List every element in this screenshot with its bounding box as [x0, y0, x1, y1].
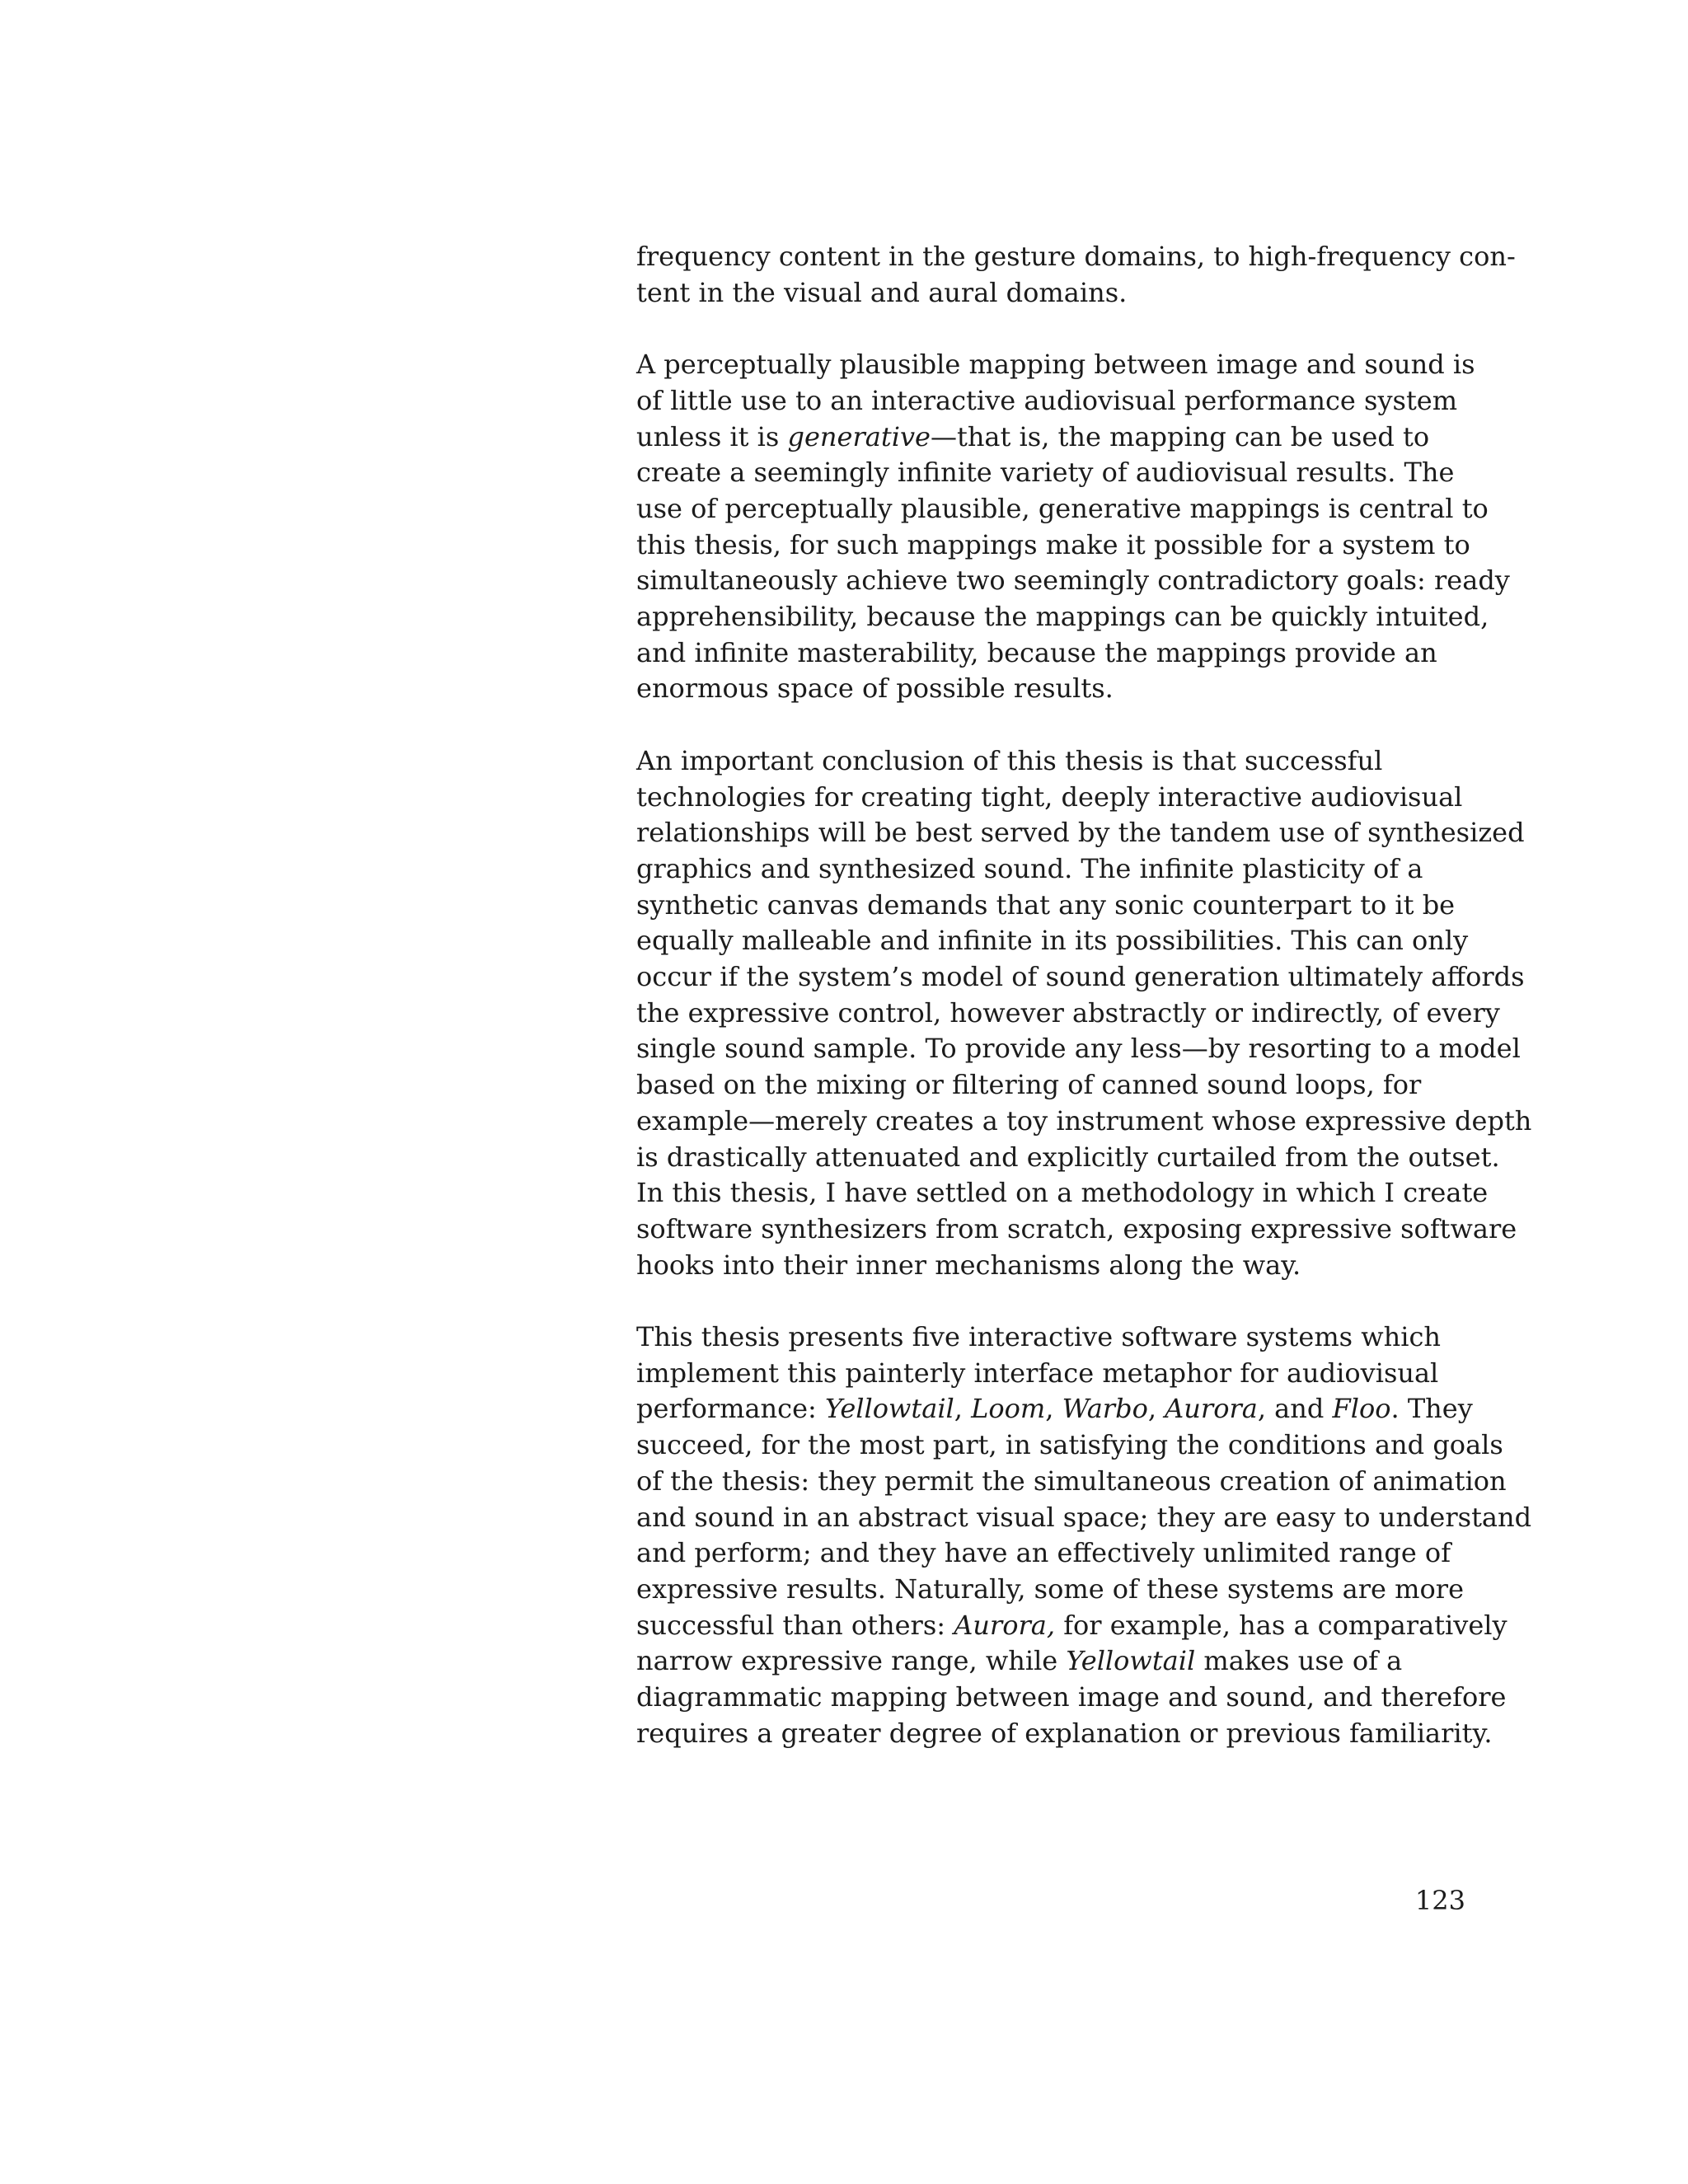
text-line: [636, 743, 1493, 780]
text-segment: and sound in an abstract visual space; they are easy to understand: [636, 1501, 1532, 1533]
text-segment: apprehensibility, because the mappings can be quickly intuited,: [636, 601, 1489, 633]
text-line: [636, 1391, 1493, 1427]
text-segment: single sound sample. To provide any less—by resorting to a model: [636, 1033, 1521, 1065]
text-segment: of the thesis: they permit the simultaneous creation of animation: [636, 1465, 1507, 1497]
text-line: [636, 347, 1493, 383]
text-segment: create a seemingly infinite variety of audiovisual results. The: [636, 457, 1455, 489]
text-line: [636, 1535, 1493, 1572]
text-segment: the expressive control, however abstractly or indirectly, of every: [636, 996, 1500, 1029]
text-segment: software synthesizers from scratch, exposing expressive software: [636, 1212, 1517, 1244]
italic-segment: [788, 421, 931, 452]
text-segment: performance:: [636, 1393, 825, 1425]
text-segment: —that is, the mapping can be used to: [930, 420, 1430, 452]
text-segment: succeed, for the most part, in satisfying the conditions and goals: [636, 1429, 1503, 1461]
italic-segment: [971, 1393, 1045, 1424]
text-line: [636, 959, 1525, 996]
text-segment: frequency content in the gesture domains, to high-frequency con-: [636, 241, 1516, 272]
text-segment: is drastically attenuated and explicitly curtailed from the outset.: [636, 1141, 1500, 1173]
text-segment: expressive results. Naturally, some of these systems are more: [636, 1572, 1464, 1605]
text-line: [636, 1319, 1493, 1356]
text-line: [636, 780, 1493, 816]
text-line: [636, 1608, 1507, 1644]
italic-segment: [954, 1610, 1055, 1641]
text-line: [636, 1500, 1532, 1536]
text-segment: ,: [1045, 1393, 1062, 1425]
text-line: [636, 419, 1493, 456]
body-text: [636, 239, 1532, 1788]
italic-term: Yellowtail: [824, 1393, 954, 1425]
text-line: [636, 527, 1493, 564]
text-line: [636, 599, 1493, 635]
text-segment: makes use of a: [1195, 1645, 1403, 1677]
text-line: [636, 1067, 1493, 1104]
text-segment: simultaneously achieve two seemingly contradictory goals: ready: [636, 565, 1510, 597]
text-segment: . They: [1390, 1393, 1473, 1425]
text-segment: This thesis presents five interactive software systems which: [636, 1321, 1442, 1353]
text-line: [636, 1104, 1532, 1140]
text-segment: A perceptually plausible mapping between image and sound is: [636, 349, 1475, 381]
text-line: [636, 1680, 1507, 1716]
text-segment: for example, has a comparatively: [1055, 1609, 1507, 1641]
italic-term: Aurora,: [954, 1609, 1056, 1641]
page-number: 123: [1414, 1885, 1465, 1916]
text-segment: ,: [954, 1393, 972, 1425]
text-segment: and perform; and they have an effectively unlimited range of: [636, 1537, 1451, 1569]
text-segment: In this thesis, I have settled on a methodology in which I create: [636, 1177, 1489, 1209]
text-line: [636, 1572, 1493, 1608]
text-line: [636, 1716, 1493, 1752]
text-line: [636, 996, 1500, 1032]
italic-segment: [1333, 1393, 1391, 1424]
text-segment: narrow expressive range, while: [636, 1645, 1067, 1677]
text-segment: implement this painterly interface metaphor for audiovisual: [636, 1357, 1439, 1389]
italic-term: Aurora: [1165, 1393, 1258, 1425]
text-segment: successful than others:: [636, 1609, 954, 1641]
text-segment: hooks into their inner mechanisms along the way.: [636, 1249, 1301, 1281]
text-line: [636, 1464, 1507, 1500]
text-line: [636, 815, 1525, 851]
text-segment: unless it is: [636, 420, 788, 452]
text-line: [636, 1643, 1493, 1680]
text-line: [636, 1427, 1503, 1464]
text-line: [636, 923, 1493, 959]
text-segment: tent in the visual and aural domains.: [636, 276, 1128, 308]
text-segment: and infinite masterability, because the mappings provide an: [636, 636, 1437, 668]
text-segment: relationships will be best served by the tandem use of synthesized: [636, 817, 1525, 849]
text-segment: technologies for creating tight, deeply interactive audiovisual: [636, 780, 1463, 813]
text-line: [636, 1248, 1493, 1284]
italic-term: Loom: [971, 1393, 1046, 1425]
text-line: [636, 851, 1493, 888]
text-segment: equally malleable and infinite in its possibilities. This can only: [636, 925, 1469, 957]
text-segment: diagrammatic mapping between image and sound, and therefore: [636, 1681, 1507, 1713]
text-line: [636, 1212, 1517, 1248]
text-segment: enormous space of possible results.: [636, 673, 1114, 705]
text-segment: of little use to an interactive audiovisual performance system: [636, 384, 1458, 416]
text-line: [636, 1175, 1493, 1212]
text-segment: ,: [1147, 1393, 1165, 1425]
paragraph-1: [636, 239, 1516, 311]
italic-term: Warbo: [1062, 1393, 1148, 1425]
paragraph-2: [636, 347, 1510, 707]
paragraph-3: [636, 743, 1532, 1284]
text-segment: this thesis, for such mappings make it possible for a system to: [636, 528, 1470, 560]
text-line: [636, 563, 1510, 599]
italic-term: generative: [787, 420, 931, 452]
italic-term: Yellowtail: [1066, 1645, 1196, 1677]
text-segment: , and: [1257, 1393, 1333, 1425]
italic-segment: [1062, 1393, 1148, 1424]
text-line: [636, 888, 1493, 924]
text-segment: example—merely creates a toy instrument whose expressive depth: [636, 1104, 1532, 1137]
italic-segment: [825, 1393, 954, 1424]
italic-segment: [1165, 1393, 1258, 1424]
text-segment: use of perceptually plausible, generative mappings is central to: [636, 492, 1489, 524]
text-line: [636, 1140, 1500, 1176]
text-segment: An important conclusion of this thesis is that successful: [636, 744, 1383, 776]
text-segment: based on the mixing or filtering of canned sound loops, for: [636, 1069, 1422, 1101]
text-segment: occur if the system’s model of sound generation ultimately affords: [636, 961, 1525, 993]
text-line: [636, 383, 1493, 419]
text-line: [636, 455, 1493, 491]
italic-term: Floo: [1332, 1393, 1391, 1425]
text-line: [636, 1356, 1493, 1392]
italic-segment: [1066, 1645, 1195, 1676]
paragraph-4: [636, 1319, 1532, 1751]
text-line: [636, 1031, 1521, 1067]
text-line: [636, 491, 1493, 527]
text-segment: synthetic canvas demands that any sonic counterpart to it be: [636, 888, 1456, 921]
text-line: [636, 635, 1493, 672]
text-line: [636, 671, 1493, 707]
text-segment: graphics and synthesized sound. The infinite plasticity of a: [636, 852, 1423, 884]
text-line: [636, 275, 1493, 312]
text-line: [636, 239, 1516, 275]
text-segment: requires a greater degree of explanation or previous familiarity.: [636, 1717, 1493, 1749]
